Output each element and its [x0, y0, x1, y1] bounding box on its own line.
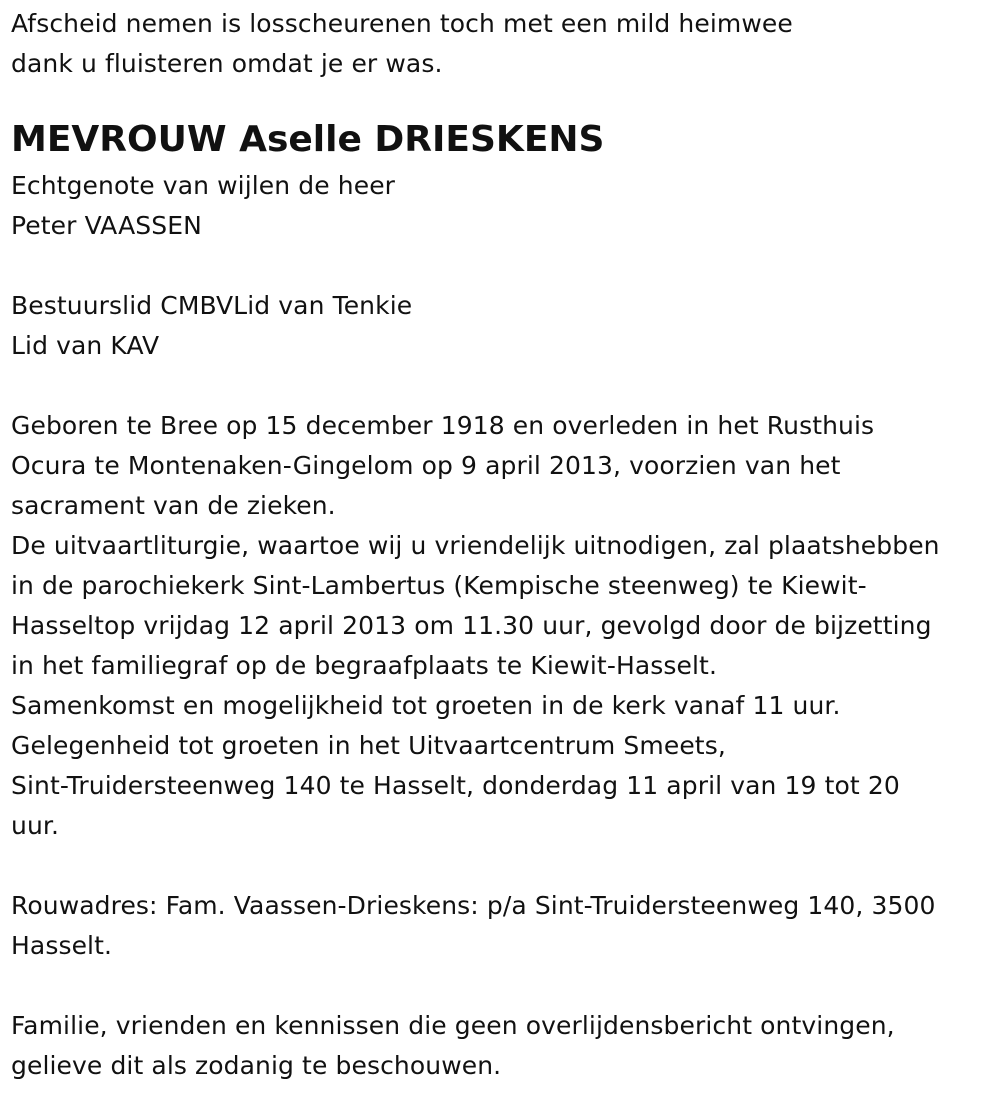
details-line: Hasseltop vrijdag 12 april 2013 om 11.30 uur, gevolgd door de bijzetting [11, 611, 932, 640]
membership-line: Lid van KAV [11, 331, 160, 360]
epigraph [11, 4, 991, 84]
deceased-name: MEVROUW Aselle DRIESKENS [11, 119, 605, 160]
details-line: Geboren te Bree op 15 december 1918 en overleden in het Rusthuis [11, 411, 875, 440]
details-line: De uitvaartliturgie, waartoe wij u vriendelijk uitnodigen, zal plaatshebben [11, 531, 940, 560]
details-line: uur. [11, 811, 60, 840]
details-line: Sint-Truidersteenweg 140 te Hasselt, donderdag 11 april van 19 tot 20 [11, 771, 900, 800]
membership-line: Bestuurslid CMBVLid van Tenkie [11, 291, 413, 320]
relation-line: Peter VAASSEN [11, 211, 202, 240]
memberships [11, 286, 991, 366]
relation-line: Echtgenote van wijlen de heer [11, 171, 396, 200]
obituary-notice [11, 4, 991, 1086]
spacer [11, 366, 991, 406]
address-line: Rouwadres: Fam. Vaassen-Drieskens: p/a Sint-Truidersteenweg 140, 3500 [11, 891, 936, 920]
epigraph-line: dank u fluisteren omdat je er was. [11, 49, 443, 78]
details-line: Samenkomst en mogelijkheid tot groeten in de kerk vanaf 11 uur. [11, 691, 841, 720]
closing-line: gelieve dit als zodanig te beschouwen. [11, 1051, 502, 1080]
closing-note [11, 1006, 991, 1086]
details [11, 406, 991, 846]
details-line: Gelegenheid tot groeten in het Uitvaartcentrum Smeets, [11, 731, 726, 760]
details-line: in de parochiekerk Sint-Lambertus (Kempische steenweg) te Kiewit- [11, 571, 867, 600]
details-line: in het familiegraf op de begraafplaats te Kiewit-Hasselt. [11, 651, 718, 680]
closing-line: Familie, vrienden en kennissen die geen overlijdensbericht ontvingen, [11, 1011, 895, 1040]
mourning-address [11, 886, 991, 966]
address-line: Hasselt. [11, 931, 113, 960]
details-line: Ocura te Montenaken-Gingelom op 9 april 2013, voorzien van het [11, 451, 841, 480]
spacer [11, 246, 991, 286]
epigraph-line: Afscheid nemen is losscheurenen toch met een mild heimwee [11, 9, 793, 38]
spacer [11, 846, 991, 886]
relation [11, 166, 991, 246]
details-line: sacrament van de zieken. [11, 491, 336, 520]
spacer [11, 966, 991, 1006]
